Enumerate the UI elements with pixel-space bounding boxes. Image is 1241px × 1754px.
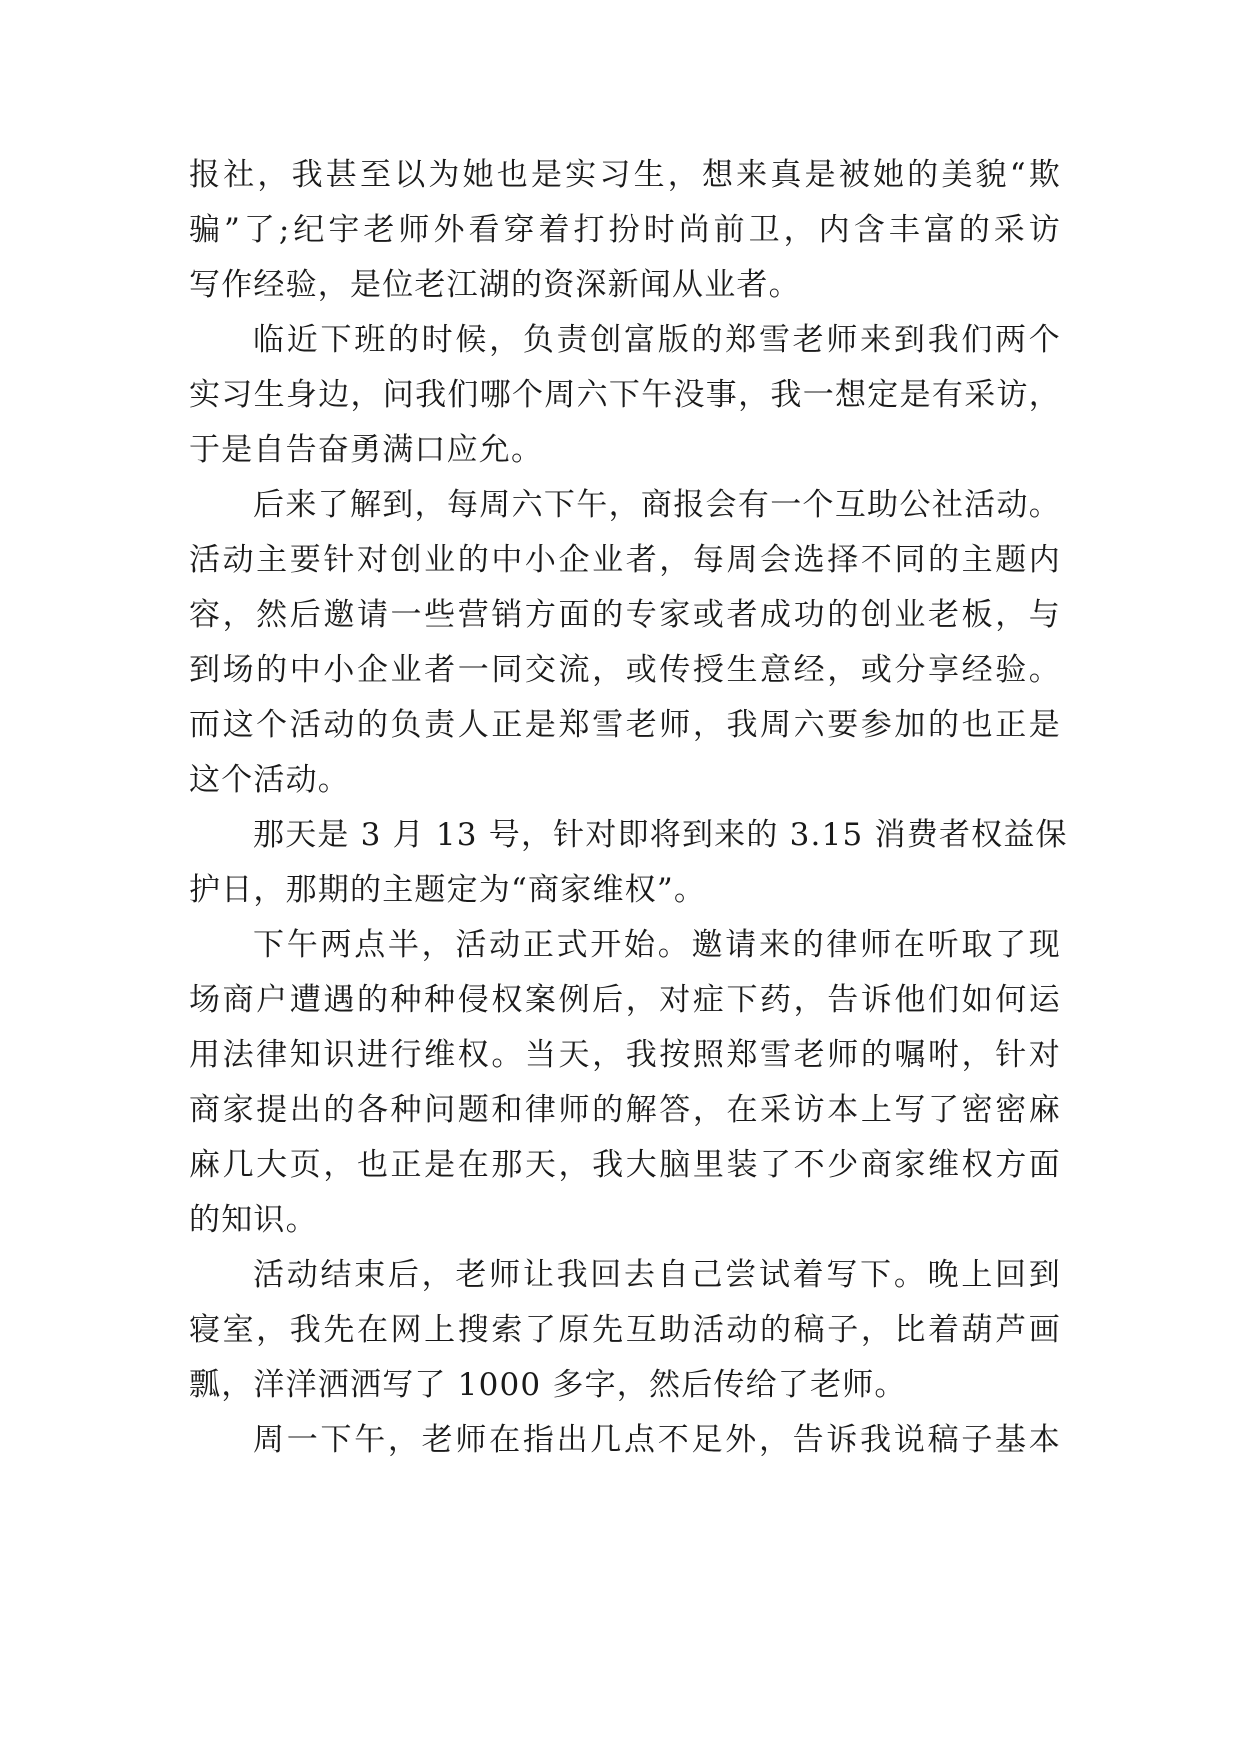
text-line: 麻几大页，也正是在那天，我大脑里装了不少商家维权方面 xyxy=(189,1147,1061,1183)
text-line: 用法律知识进行维权。当天，我按照郑雪老师的嘱咐，针对 xyxy=(189,1037,1061,1073)
text-line: 护日，那期的主题定为“商家维权”。 xyxy=(189,872,707,908)
text-line: 活动主要针对创业的中小企业者，每周会选择不同的主题内 xyxy=(189,542,1061,578)
text-line: 写作经验，是位老江湖的资深新闻从业者。 xyxy=(189,267,801,303)
text-line: 下午两点半，活动正式开始。邀请来的律师在听取了现 xyxy=(253,927,1061,963)
text-line: 容，然后邀请一些营销方面的专家或者成功的创业老板，与 xyxy=(189,597,1061,633)
text-line: 于是自告奋勇满口应允。 xyxy=(189,432,544,468)
document-body xyxy=(189,148,1068,1468)
text-line: 的知识。 xyxy=(189,1202,318,1238)
text-line: 那天是 3 月 13 号，针对即将到来的 3.15 消费者权益保 xyxy=(253,817,1068,853)
text-line: 实习生身边，问我们哪个周六下午没事，我一想定是有采访， xyxy=(189,377,1061,413)
text-line: 商家提出的各种问题和律师的解答，在采访本上写了密密麻 xyxy=(189,1092,1061,1128)
text-line: 场商户遭遇的种种侵权案例后，对症下药，告诉他们如何运 xyxy=(189,982,1061,1018)
text-line: 周一下午，老师在指出几点不足外，告诉我说稿子基本 xyxy=(253,1422,1061,1458)
text-line: 而这个活动的负责人正是郑雪老师，我周六要参加的也正是 xyxy=(189,707,1061,743)
text-line: 瓢，洋洋洒洒写了 1000 多字，然后传给了老师。 xyxy=(189,1367,907,1403)
text-line: 后来了解到，每周六下午，商报会有一个互助公社活动。 xyxy=(253,487,1061,523)
text-line: 到场的中小企业者一同交流，或传授生意经，或分享经验。 xyxy=(189,652,1061,688)
text-line: 骗”了;纪宇老师外看穿着打扮时尚前卫，内含丰富的采访 xyxy=(189,212,1061,248)
text-line: 活动结束后，老师让我回去自己尝试着写下。晚上回到 xyxy=(253,1257,1061,1293)
text-line: 寝室，我先在网上搜索了原先互助活动的稿子，比着葫芦画 xyxy=(189,1312,1061,1348)
text-line: 临近下班的时候，负责创富版的郑雪老师来到我们两个 xyxy=(253,322,1061,358)
text-line: 这个活动。 xyxy=(189,762,350,798)
text-line: 报社，我甚至以为她也是实习生，想来真是被她的美貌“欺 xyxy=(189,157,1061,193)
